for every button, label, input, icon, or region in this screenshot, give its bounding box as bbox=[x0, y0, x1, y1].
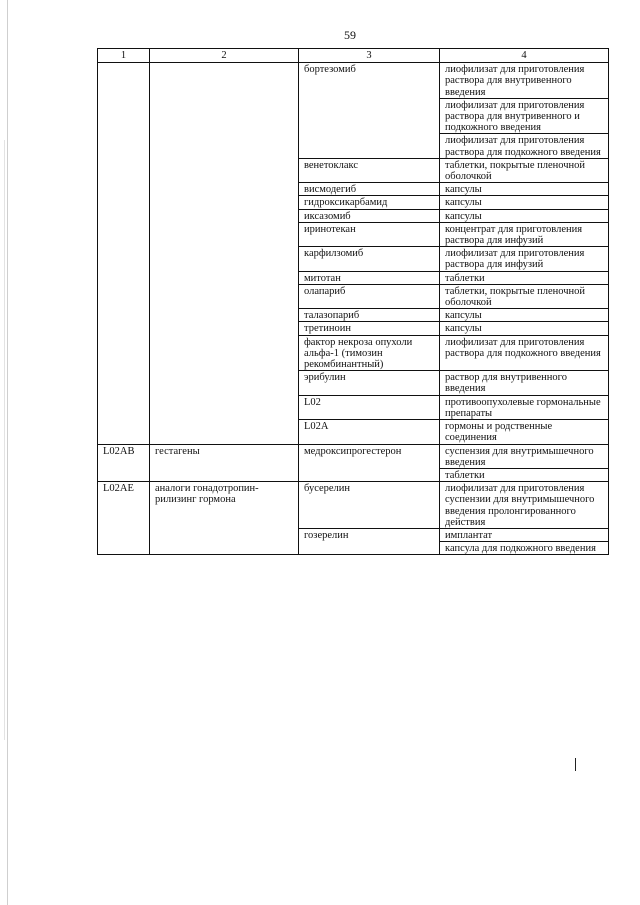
table-row bbox=[98, 482, 609, 529]
dosage-form-cell: таблетки bbox=[440, 271, 609, 284]
column-header: 4 bbox=[440, 49, 609, 63]
table-row bbox=[98, 63, 609, 99]
atc-code-cell: L02AE bbox=[98, 482, 150, 555]
substance-cell: медроксипрогестерон bbox=[299, 444, 440, 482]
substance-cell: висмодегиб bbox=[299, 183, 440, 196]
code-cell bbox=[98, 63, 150, 444]
substance-cell: иксазомиб bbox=[299, 209, 440, 222]
dosage-form-cell: таблетки bbox=[440, 468, 609, 481]
substance-cell: митотан bbox=[299, 271, 440, 284]
table-row bbox=[98, 444, 609, 468]
substance-cell: талазопариб bbox=[299, 309, 440, 322]
dosage-form-cell: капсулы bbox=[440, 322, 609, 335]
substance-cell: венетоклакс bbox=[299, 158, 440, 182]
substance-cell: третиноин bbox=[299, 322, 440, 335]
dosage-form-cell: имплантат bbox=[440, 528, 609, 541]
substance-cell: иринотекан bbox=[299, 222, 440, 246]
scan-edge-line bbox=[4, 140, 5, 740]
substance-cell: бортезомиб bbox=[299, 63, 440, 159]
dosage-form-cell: капсулы bbox=[440, 309, 609, 322]
dosage-form-cell: капсулы bbox=[440, 183, 609, 196]
dosage-form-cell: раствор для внутривенного введения bbox=[440, 371, 609, 395]
substance-cell: гидроксикарбамид bbox=[299, 196, 440, 209]
dosage-form-cell: концентрат для приготовления раствора для инфузий bbox=[440, 222, 609, 246]
dosage-form-cell: лиофилизат для приготовления раствора для внутривенного и подкожного введения bbox=[440, 98, 609, 134]
dosage-form-cell: лиофилизат для приготовления раствора для внутривенного введения bbox=[440, 63, 609, 99]
dosage-form-cell: капсулы bbox=[440, 209, 609, 222]
table-header-row bbox=[98, 49, 609, 63]
column-header: 1 bbox=[98, 49, 150, 63]
scan-edge-line bbox=[7, 0, 8, 905]
group-name-cell: противоопухолевые гормональные препараты bbox=[440, 395, 609, 419]
substance-cell: карфилзомиб bbox=[299, 247, 440, 271]
substance-cell: эрибулин bbox=[299, 371, 440, 395]
margin-mark bbox=[575, 758, 576, 771]
group-name-cell: гормоны и родственные соединения bbox=[440, 420, 609, 444]
atc-code-cell: L02AB bbox=[98, 444, 150, 482]
column-header: 2 bbox=[150, 49, 299, 63]
atc-code-cell: L02 bbox=[299, 395, 440, 419]
dosage-form-cell: лиофилизат для приготовления суспензии для внутримышечного введения пролонгированного действия bbox=[440, 482, 609, 529]
substance-cell: фактор некроза опухоли альфа-1 (тимозин рекомбинантный) bbox=[299, 335, 440, 371]
column-header: 3 bbox=[299, 49, 440, 63]
dosage-form-cell: суспензия для внутримышечного введения bbox=[440, 444, 609, 468]
dosage-form-cell: лиофилизат для приготовления раствора для подкожного введения bbox=[440, 134, 609, 158]
dosage-form-cell: капсула для подкожного введения bbox=[440, 542, 609, 555]
substance-cell: гозерелин bbox=[299, 528, 440, 554]
dosage-form-cell: лиофилизат для приготовления раствора для инфузий bbox=[440, 247, 609, 271]
dosage-form-cell: капсулы bbox=[440, 196, 609, 209]
dosage-form-cell: таблетки, покрытые пленочной оболочкой bbox=[440, 158, 609, 182]
medicines-table bbox=[97, 48, 609, 555]
group-name-cell: гестагены bbox=[150, 444, 299, 482]
dosage-form-cell: лиофилизат для приготовления раствора для подкожного введения bbox=[440, 335, 609, 371]
substance-cell: олапариб bbox=[299, 284, 440, 308]
dosage-form-cell: таблетки, покрытые пленочной оболочкой bbox=[440, 284, 609, 308]
page-number: 59 bbox=[344, 28, 356, 42]
atc-code-cell: L02A bbox=[299, 420, 440, 444]
group-cell bbox=[150, 63, 299, 444]
substance-cell: бусерелин bbox=[299, 482, 440, 529]
group-name-cell: аналоги гонадотропин-рилизинг гормона bbox=[150, 482, 299, 555]
